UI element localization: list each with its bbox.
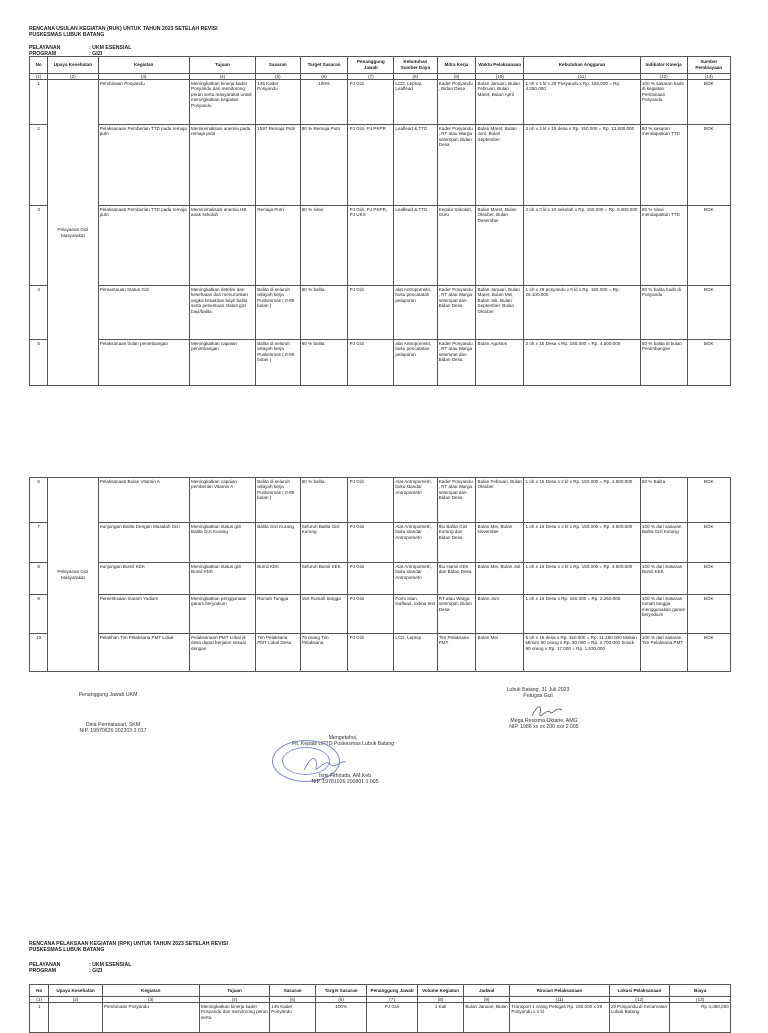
rpk-header-row (30, 985, 731, 997)
rpk-index-cell: (12) (609, 997, 670, 1003)
table-row (30, 595, 731, 634)
index-cell: (8) (394, 74, 437, 80)
ruk-title-line2: PUSKESMAS LUBUK BATANG (29, 32, 105, 39)
cell-target: 100% (300, 80, 348, 125)
signature-left-name: Dina Permatasari, SKM (85, 722, 141, 728)
rpk-title-line2: PUSKESMAS LUBUK BATANG (29, 947, 105, 954)
rpk-col-header: Lokasi Pelaksanaan (609, 985, 670, 997)
col-header: Indikator Kinerja (640, 57, 687, 74)
cell-sumber-biaya: BOK (687, 595, 731, 634)
cell-no: 6 (30, 478, 48, 523)
cell-target: 75 orang Tim Pelaksana (300, 634, 348, 672)
cell-sumber-biaya: BOK (687, 80, 731, 125)
cell-target: 80 % siswi (300, 206, 348, 286)
cell-sumber-daya: Alat Antropometri, buku standar Antropometri (394, 523, 437, 563)
table-row (30, 478, 731, 523)
cell-anggaran: 1 oh x 1 kl x 29 Posyandu x Rp. 150.000 = Rp. 4.350.000 (524, 80, 640, 125)
rpk-index-cell: (6) (316, 997, 367, 1003)
index-cell: (7) (348, 74, 394, 80)
rpk-col-header: Jadwal (464, 985, 510, 997)
index-cell: (2) (48, 74, 98, 80)
rpk-col-header: Sasaran (270, 985, 316, 997)
cell-sumber-daya: Alat Antropometri, buku standar Antropometri (394, 478, 437, 523)
cell-target: Seluruh Balita Gizi Kurang (300, 523, 348, 563)
index-cell: (5) (256, 74, 301, 80)
rpk-index-cell: (1) (30, 997, 49, 1003)
signature-center-block (290, 773, 400, 786)
signature-center-name: Ismi Fithriada, AM.Keb (318, 773, 372, 779)
cell-target: 80 % balita (300, 340, 348, 386)
cell-indikator: 80 % balita hadir di Posyandu (640, 286, 687, 340)
cell-mitra: Tim Pelaksana PMT (437, 634, 476, 672)
rpk-program-value: : GIZI (89, 968, 103, 975)
table-row (30, 340, 731, 386)
rpk-cell-upaya (49, 1003, 102, 1033)
col-header: Upaya Kesehatan (48, 57, 98, 74)
cell-tujuan: Meningkatkan capaian penimbangan (189, 340, 255, 386)
cell-indikator: 80 % siswi mendapatkan TTD (640, 206, 687, 286)
rpk-cell-no: 1 (30, 1003, 49, 1033)
cell-tujuan: Meminimalisasi anemia pada remaja putri (189, 125, 255, 206)
cell-sumber-daya: Leaflead & TTD (394, 206, 437, 286)
rpk-cell-tujuan: Meningkatkan kinerja kader Posyandu dan mendorong peran serta (199, 1003, 269, 1033)
cell-sasaran: Bumil KEK (256, 563, 301, 595)
cell-indikator: 100 % dari Sasaran rumah tangga menggunakan garam beryodium (640, 595, 687, 634)
cell-mitra: Ibu Hamil KEK dan Bidan Desa (437, 563, 476, 595)
table-row (30, 563, 731, 595)
signature-left-nip: NIP. 19970626 202203 2 017 (79, 728, 147, 735)
index-cell: (9) (437, 74, 476, 80)
rpk-cell-pj: PJ Gizi (367, 1003, 418, 1033)
cell-anggaran: 2 oh x 3 kl x 10 sekolah x Rp. 150.000 = Rp. 9.000.000 (524, 206, 640, 286)
index-cell: (11) (524, 74, 640, 80)
cell-sumber-biaya: BOK (687, 523, 731, 563)
col-header: Kebutuhan Sumber Daya (394, 57, 437, 74)
cell-no: 1 (30, 80, 48, 125)
rpk-col-header: Biaya (670, 985, 731, 997)
rpk-col-header: Tujuan (199, 985, 269, 997)
cell-sumber-daya: Leaflead & TTD (394, 125, 437, 206)
table-row (30, 286, 731, 340)
cell-anggaran: 2 oh x 15 Desa x Rp. 150.000 = Rp. 4.500.000 (524, 340, 640, 386)
cell-no: 9 (30, 595, 48, 634)
cell-indikator: 100 % dari sasaran Tim Pelaksana PMT (640, 634, 687, 672)
index-cell: (10) (476, 74, 524, 80)
cell-no: 5 (30, 340, 48, 386)
cell-no: 8 (30, 563, 48, 595)
cell-kegiatan: Pelatihan Tim Pelaksana PMT Lokal (98, 634, 189, 672)
cell-sumber-biaya: BOK (687, 478, 731, 523)
cell-anggaran: 1 oh x 15 Desa x 2 kl x Rp. 150.000 = Rp. 4.500.000 (524, 563, 640, 595)
rpk-col-header: Target Sasaran (316, 985, 367, 997)
cell-tujuan: Meningkatkan status gizi Balita Gizi Kurang (189, 523, 255, 563)
cell-tujuan: Pelaksanaan PMT Lokal di desa dapat berjalan sesuai dengan (189, 634, 255, 672)
rpk-cell-rincian: Transport 1 orang Petugas Rp. 150.000 x 29 Posyandu x 1 kl (510, 1003, 609, 1033)
cell-upaya-kesehatan: Pelayanan Gizi Masyarakat (48, 478, 98, 672)
cell-tujuan: Meminimalisasi anemia HB anak sekolah (189, 206, 255, 286)
rpk-title (29, 941, 228, 954)
cell-pj: PJ Gizi (348, 340, 394, 386)
cell-mitra: Kader Posyandu , RT atau Warga setempat dan Bidan Desa (437, 478, 476, 523)
rpk-index-cell: (7) (367, 997, 418, 1003)
cell-sumber-daya: LCD, Leptop (394, 634, 437, 672)
cell-sumber-biaya: BOK (687, 286, 731, 340)
col-header: Penanggung Jawab (348, 57, 394, 74)
rpk-index-cell: (11) (510, 997, 609, 1003)
cell-target: Seluruh Bumil KEK (300, 563, 348, 595)
cell-anggaran: 1 oh x 29 posyandu x 6 kl x Rp. 150.000 = Rp. 26.100.000 (524, 286, 640, 340)
rpk-col-header: Upaya Kesehatan (49, 985, 102, 997)
cell-sasaran: Tim Pelaksana PMT Lokal Desa (256, 634, 301, 672)
col-header: Sasaran (256, 57, 301, 74)
cell-tujuan: Meningkatkan status gizi Bumil KEK (189, 563, 255, 595)
rpk-col-header: No (30, 985, 49, 997)
cell-waktu: Bulan Mei, Bulan November (476, 523, 524, 563)
cell-sumber-biaya: BOK (687, 206, 731, 286)
cell-pj: PJ Gizi (348, 286, 394, 340)
cell-tujuan: Meningkatkan deteksi dan kesehatan dan menurunkan angka kesakitan bayi/ balita serta penentuan status gizi bayi/balita (189, 286, 255, 340)
signature-center-line2: Plt. Kepala UPTD Puskesmas Lubuk Batang (291, 741, 395, 748)
cell-sumber-daya: alat Antropometri, buku pencatatan pelaporan (394, 286, 437, 340)
signature-left-title: Penanggung Jawab UKM (78, 692, 138, 698)
cell-kegiatan: Pelaksanaan Pemberian TTD pada remaja putri (98, 206, 189, 286)
cell-pj: PJ Gizi (348, 634, 394, 672)
cell-upaya-kesehatan: Pelayanan Gizi Masyarakat (48, 80, 98, 386)
signature-right-name: Mega Resisma Oktarie, AMG (510, 718, 578, 724)
cell-pj: PJ Gizi (348, 523, 394, 563)
cell-waktu: Bulan Juni (476, 595, 524, 634)
cell-target: 150 Rumah tangga (300, 595, 348, 634)
index-cell: (3) (98, 74, 189, 80)
cell-mitra: Kader Posyandu , RT atau Warga setempat dan Bidan Desa (437, 340, 476, 386)
cell-pj: PJ Gizi (348, 563, 394, 595)
cell-target: 80 % Remaja Putri (300, 125, 348, 206)
cell-tujuan: Meningkatkan penggunaan garam beryodium (189, 595, 255, 634)
cell-kegiatan: Pembinaan Posyandu (98, 80, 189, 125)
cell-sumber-daya: alat Antropometri, buku pencatatan pelaporan (394, 340, 437, 386)
signature-right-block (494, 718, 594, 731)
cell-kegiatan: Pemantauan Status Gizi (98, 286, 189, 340)
cell-indikator: 80 % sasaran mendapatkan TTD (640, 125, 687, 206)
rpk-col-header: Volume Kegiatan (418, 985, 464, 997)
cell-sumber-biaya: BOK (687, 563, 731, 595)
rpk-cell-jadwal: Bulan Januari, Bulan (464, 1003, 510, 1033)
rpk-index-cell: (4) (199, 997, 269, 1003)
rpk-col-header: Kegiatan (102, 985, 199, 997)
pelayanan-value: : UKM ESENSIAL (89, 45, 132, 51)
cell-waktu: Bulan Maret, Bulan Oktober, Bulan Desember (476, 206, 524, 286)
index-cell: (13) (687, 74, 731, 80)
cell-pj: PJ Gizi, PJ PKPR, PJ UKS (348, 206, 394, 286)
cell-sasaran: Balita Gizi Kurang (256, 523, 301, 563)
cell-no: 10 (30, 634, 48, 672)
rpk-cell-biaya: Rp 4,350,000 (670, 1003, 731, 1033)
cell-kegiatan: Pemeriksaan Garam Yodium (98, 595, 189, 634)
cell-mitra: Ibu Balita Gizi Kurang dan Bidan Desa (437, 523, 476, 563)
cell-waktu: Bulan Maret, Bulan Juni, Bulan September (476, 125, 524, 206)
cell-anggaran: 2 oh x 3 kl x 15 desa x Rp. 150.000 = Rp. 13.500.000 (524, 125, 640, 206)
rpk-title-line1: RENCANA PELAKSAAN KEGIATAN (RPK) UNTUK TAHUN 2023 SETELAH REVISI (29, 941, 228, 947)
ruk-table-page2 (29, 477, 731, 672)
signature-center-nip: NIP. 19781026 200801 1 005 (311, 779, 379, 786)
cell-sumber-daya: Alat Antropometri, buku standar Antropometri (394, 563, 437, 595)
rpk-cell-lokasi: 29 Posyandu di Kecamatan Lubuk Batang (609, 1003, 670, 1033)
table-row (30, 206, 731, 286)
rpk-program-label: PROGRAM (29, 968, 57, 975)
cell-sasaran: 145 Kader Posyandu (256, 80, 301, 125)
ruk-header-row (30, 57, 731, 74)
rpk-cell-target: 100% (316, 1003, 367, 1033)
ruk-title-line1: RENCANA USULAN KEGIATAN (RUK) UNTUK TAHUN 2023 SETELAH REVISI (29, 26, 218, 32)
cell-no: 7 (30, 523, 48, 563)
signature-right-nip: NIP. 1986 xx xx 200 xxx 2 005 (509, 724, 579, 731)
ruk-table-page1 (29, 56, 731, 386)
rpk-col-header: Rincian Pelaksanaan (510, 985, 609, 997)
cell-sasaran: 1597 Remaja Putri (256, 125, 301, 206)
signature-right (488, 687, 588, 700)
cell-no: 3 (30, 206, 48, 286)
cell-mitra: Kader Posyandu , Bidan Desa (437, 80, 476, 125)
cell-anggaran: 1 oh x 15 Desa x 2 kl x Rp. 150.000 = Rp. 4.500.000 (524, 523, 640, 563)
cell-waktu: Bulan Mei (476, 634, 524, 672)
cell-waktu: Bulan Februari, Bulan Oktober (476, 478, 524, 523)
cell-pj: PJ Gizi (348, 80, 394, 125)
index-cell: (1) (30, 74, 48, 80)
cell-sumber-daya: Form isian, leaflead, iodina test (394, 595, 437, 634)
cell-anggaran: 1 oh x 15 Desa x 2 kl x Rp. 150.000 = Rp. 4.500.000 (524, 478, 640, 523)
rpk-index-cell: (3) (102, 997, 199, 1003)
cell-sasaran: Remaja Putri (256, 206, 301, 286)
cell-sumber-biaya: BOK (687, 125, 731, 206)
cell-waktu: Bulan Mei, Bulan Juli (476, 563, 524, 595)
cell-mitra: Kepala Sekolah, Guru (437, 206, 476, 286)
cell-mitra: Kader Posyandu , RT atau Warga setempat, Bidan Desa (437, 125, 476, 206)
cell-waktu: Bulan Januari, Bulan Februari, Bulan Maret, Bulan April (476, 80, 524, 125)
cell-kegiatan: Kunjungan Balita Dengan Masalah Gizi (98, 523, 189, 563)
cell-sasaran: Balita di seluruh wilayah kerja Puskesmas ( 0-59 bulan ) (256, 340, 301, 386)
rpk-index-cell: (13) (670, 997, 731, 1003)
col-header: Sumber Pembiayaan (687, 57, 731, 74)
cell-mitra: RT atau Warga setempat, Bidan Desa (437, 595, 476, 634)
col-header: No (30, 57, 48, 74)
index-cell: (6) (300, 74, 348, 80)
col-header: Mitra Kerja (437, 57, 476, 74)
cell-no: 2 (30, 125, 48, 206)
col-header: Tujuan (189, 57, 255, 74)
cell-sasaran: Balita di seluruh wilayah kerja Puskesmas ( 0-59 bulan ) (256, 478, 301, 523)
cell-sumber-biaya: BOK (687, 340, 731, 386)
cell-no: 4 (30, 286, 48, 340)
cell-indikator: 80 % Balita (640, 478, 687, 523)
cell-indikator: 100 % sasaran hadir di kegiatan Pembinaan Posyandu (640, 80, 687, 125)
signature-left (58, 692, 158, 698)
table-row (30, 523, 731, 563)
col-header: Kegiatan (98, 57, 189, 74)
col-header: Waktu Pelaksanaan (476, 57, 524, 74)
cell-sasaran: Balita di seluruh wilayah kerja Puskesmas ( 0-59 bulan ) (256, 286, 301, 340)
cell-kegiatan: Kunjungan Bumil KEK (98, 563, 189, 595)
cell-indikator: 80 % balita di bulan Penimbangan (640, 340, 687, 386)
table-row (30, 125, 731, 206)
table-row (30, 1003, 731, 1033)
ruk-title (29, 26, 218, 39)
cell-target: 80 % balita (300, 286, 348, 340)
program-value: : GIZI (89, 51, 103, 58)
cell-indikator: 100 % dari Sasaran Bumil KEK (640, 563, 687, 595)
cell-pj: PJ Gizi (348, 478, 394, 523)
index-cell: (4) (189, 74, 255, 80)
pelayanan-label: PELAYANAN (29, 45, 61, 51)
rpk-meta (29, 962, 131, 975)
rpk-index-cell: (5) (270, 997, 316, 1003)
cell-tujuan: Meningkatkan kinerja kader Posyandu dan mendorong peran serta masyarakat untuk meningkatkan kegiatan Posyandu (189, 80, 255, 125)
cell-sumber-biaya: BOK (687, 634, 731, 672)
rpk-index-cell: (2) (49, 997, 102, 1003)
cell-sasaran: Rumah Tangga (256, 595, 301, 634)
table-row (30, 634, 731, 672)
cell-kegiatan: Pelaksanaan bulan penimbangan (98, 340, 189, 386)
rpk-pelayanan-value: : UKM ESENSIAL (89, 962, 132, 968)
cell-kegiatan: Pelaksanaan Bulan Vitamin A (98, 478, 189, 523)
col-header: Kebutuhan Anggaran (524, 57, 640, 74)
rpk-table (29, 984, 731, 1033)
rpk-index-cell: (8) (418, 997, 464, 1003)
col-header: Target Sasaran (300, 57, 348, 74)
cell-mitra: Kader Posyandu , RT atau Warga setempat dan Bidan Desa (437, 286, 476, 340)
table-row (30, 80, 731, 125)
cell-sumber-daya: LCD, Leptop, Leaflead (394, 80, 437, 125)
rpk-index-cell: (9) (464, 997, 510, 1003)
cell-anggaran: 5 oh x 15 desa x Rp. 150.000 = Rp. 11.250.000 Makan Minum 90 orang x Rp. 30.000 = Rp. 2.700.000 Snack 90 orang x Rp. 17.000 = Rp. 1.530.000 (524, 634, 640, 672)
signature-right-title: Petugas Gizi (523, 693, 553, 700)
cell-kegiatan: Pelaksanaan Pemberian TTD pada remaja putri (98, 125, 189, 206)
cell-waktu: Bulan Agustus (476, 340, 524, 386)
rpk-pelayanan-label: PELAYANAN (29, 962, 61, 968)
index-cell: (12) (640, 74, 687, 80)
program-label: PROGRAM (29, 51, 57, 58)
cell-tujuan: Meningkatkan capaian pemberian Vitamin A (189, 478, 255, 523)
cell-indikator: 100 % dari sasaran Balita Gizi Kurang (640, 523, 687, 563)
cell-target: 80 % balita (300, 478, 348, 523)
signature-right-date: Lubuk Batang, 31 Juli 2023 (506, 687, 570, 693)
cell-pj: PJ Gizi (348, 595, 394, 634)
signature-left-block (58, 722, 168, 735)
signature-center-line1: Mengetahui, (328, 735, 358, 741)
cell-anggaran: 1 oh x 15 Desa x Rp. 150.000 = Rp. 2.250.000 (524, 595, 640, 634)
rpk-col-header: Penanggung Jawab (367, 985, 418, 997)
cell-pj: PJ Gizi, PJ PKPR (348, 125, 394, 206)
rpk-cell-kegiatan: Pembinaan Posyandu (102, 1003, 199, 1033)
cell-waktu: Bulan Januari, Bulan Maret, Bulan Mei, Bulan Juli, Bulan September, Bulan Oktober (476, 286, 524, 340)
rpk-cell-sasaran: 145 Kader Posyandu (270, 1003, 316, 1033)
rpk-cell-volume: 1 Kali (418, 1003, 464, 1033)
